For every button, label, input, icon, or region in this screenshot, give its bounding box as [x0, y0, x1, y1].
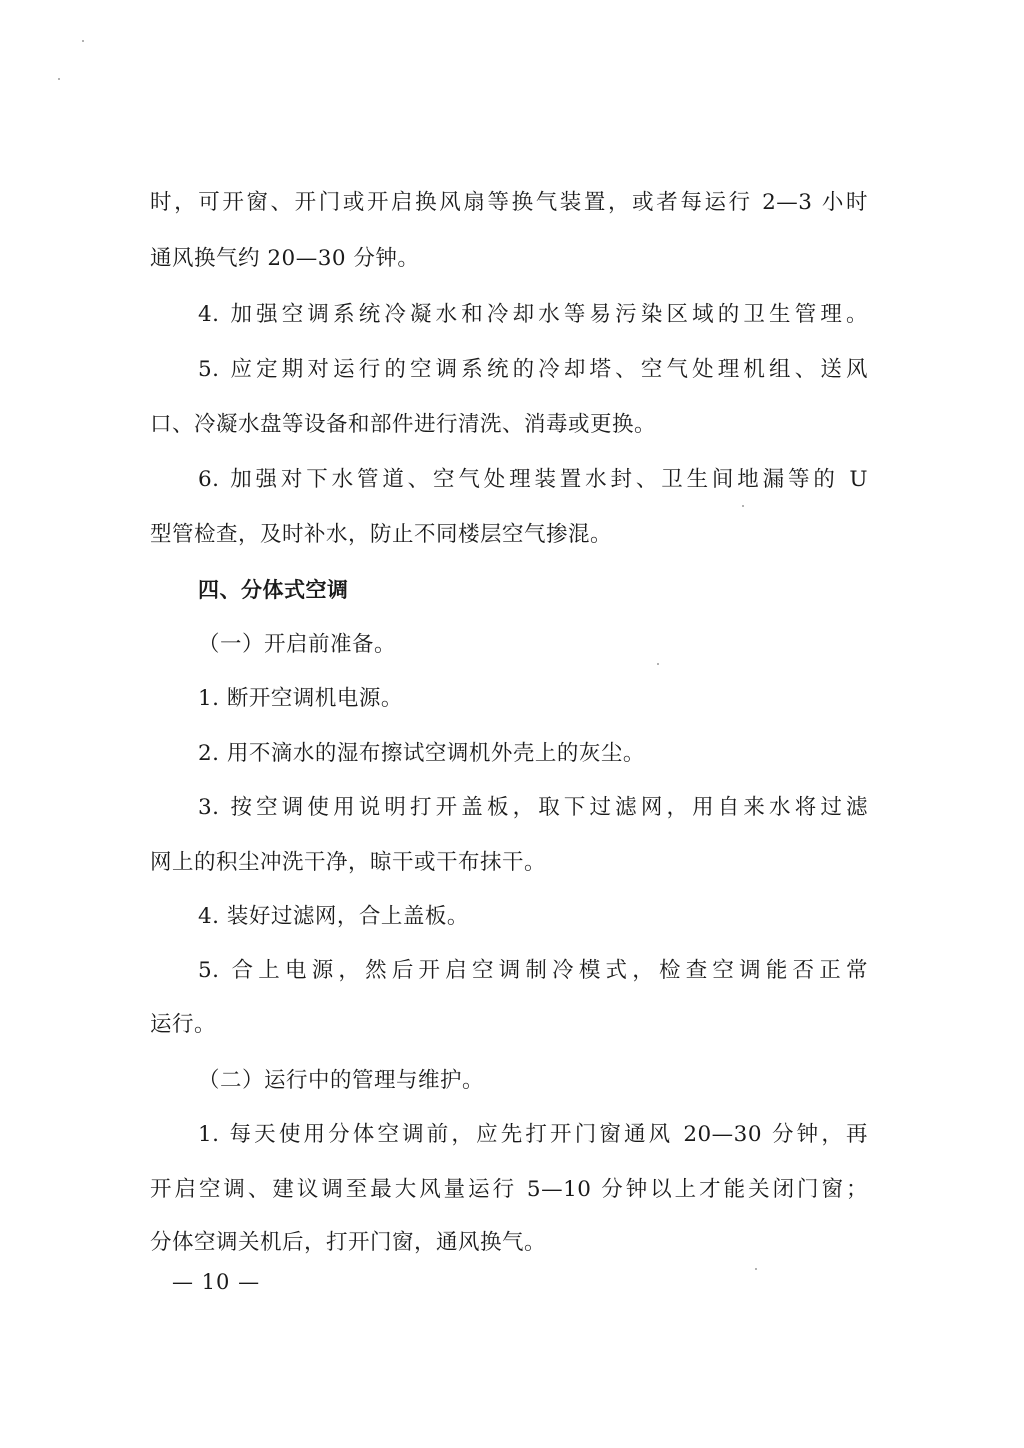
scan-speck	[82, 40, 84, 42]
subsection-heading-preparation: （一）开启前准备。	[198, 632, 397, 657]
scan-speck	[755, 1268, 757, 1270]
paragraph-line: 运行。	[150, 1012, 217, 1037]
scan-speck	[742, 505, 744, 507]
paragraph-line: 时，可开窗、开门或开启换风扇等换气装置，或者每运行 2—3 小时	[150, 190, 868, 215]
scan-speck	[657, 663, 659, 665]
scan-speck	[58, 78, 60, 80]
list-item-3-filter-clean: 3. 按空调使用说明打开盖板，取下过滤网，用自来水将过滤	[198, 795, 868, 820]
list-item-1-daily-use: 1. 每天使用分体空调前，应先打开门窗通风 20—30 分钟，再	[198, 1122, 868, 1147]
list-item-4-install-filter: 4. 装好过滤网，合上盖板。	[198, 904, 469, 929]
paragraph-line: 通风换气约 20—30 分钟。	[150, 246, 420, 271]
paragraph-line: 型管检查，及时补水，防止不同楼层空气掺混。	[150, 522, 613, 547]
paragraph-line: 口、冷凝水盘等设备和部件进行清洗、消毒或更换。	[150, 412, 657, 437]
subsection-heading-operation: （二）运行中的管理与维护。	[198, 1068, 485, 1093]
list-item-5-cleaning: 5. 应定期对运行的空调系统的冷却塔、空气处理机组、送风	[198, 357, 868, 382]
page-number: — 10 —	[172, 1270, 261, 1294]
list-item-5-power-on: 5. 合上电源，然后开启空调制冷模式，检查空调能否正常	[198, 958, 868, 983]
list-item-4-ventilation-hygiene: 4. 加强空调系统冷凝水和冷却水等易污染区域的卫生管理。	[198, 302, 868, 327]
paragraph-line: 开启空调、建议调至最大风量运行 5—10 分钟以上才能关闭门窗；	[150, 1177, 868, 1202]
list-item-1-power-off: 1. 断开空调机电源。	[198, 686, 403, 711]
paragraph-line: 分体空调关机后，打开门窗，通风换气。	[150, 1230, 547, 1255]
list-item-6-pipe-check: 6. 加强对下水管道、空气处理装置水封、卫生间地漏等的 U	[198, 467, 868, 492]
list-item-2-wipe-dust: 2. 用不滴水的湿布擦试空调机外壳上的灰尘。	[198, 741, 645, 766]
section-heading-split-ac: 四、分体式空调	[198, 578, 349, 602]
paragraph-line: 网上的积尘冲洗干净，晾干或干布抹干。	[150, 850, 547, 875]
